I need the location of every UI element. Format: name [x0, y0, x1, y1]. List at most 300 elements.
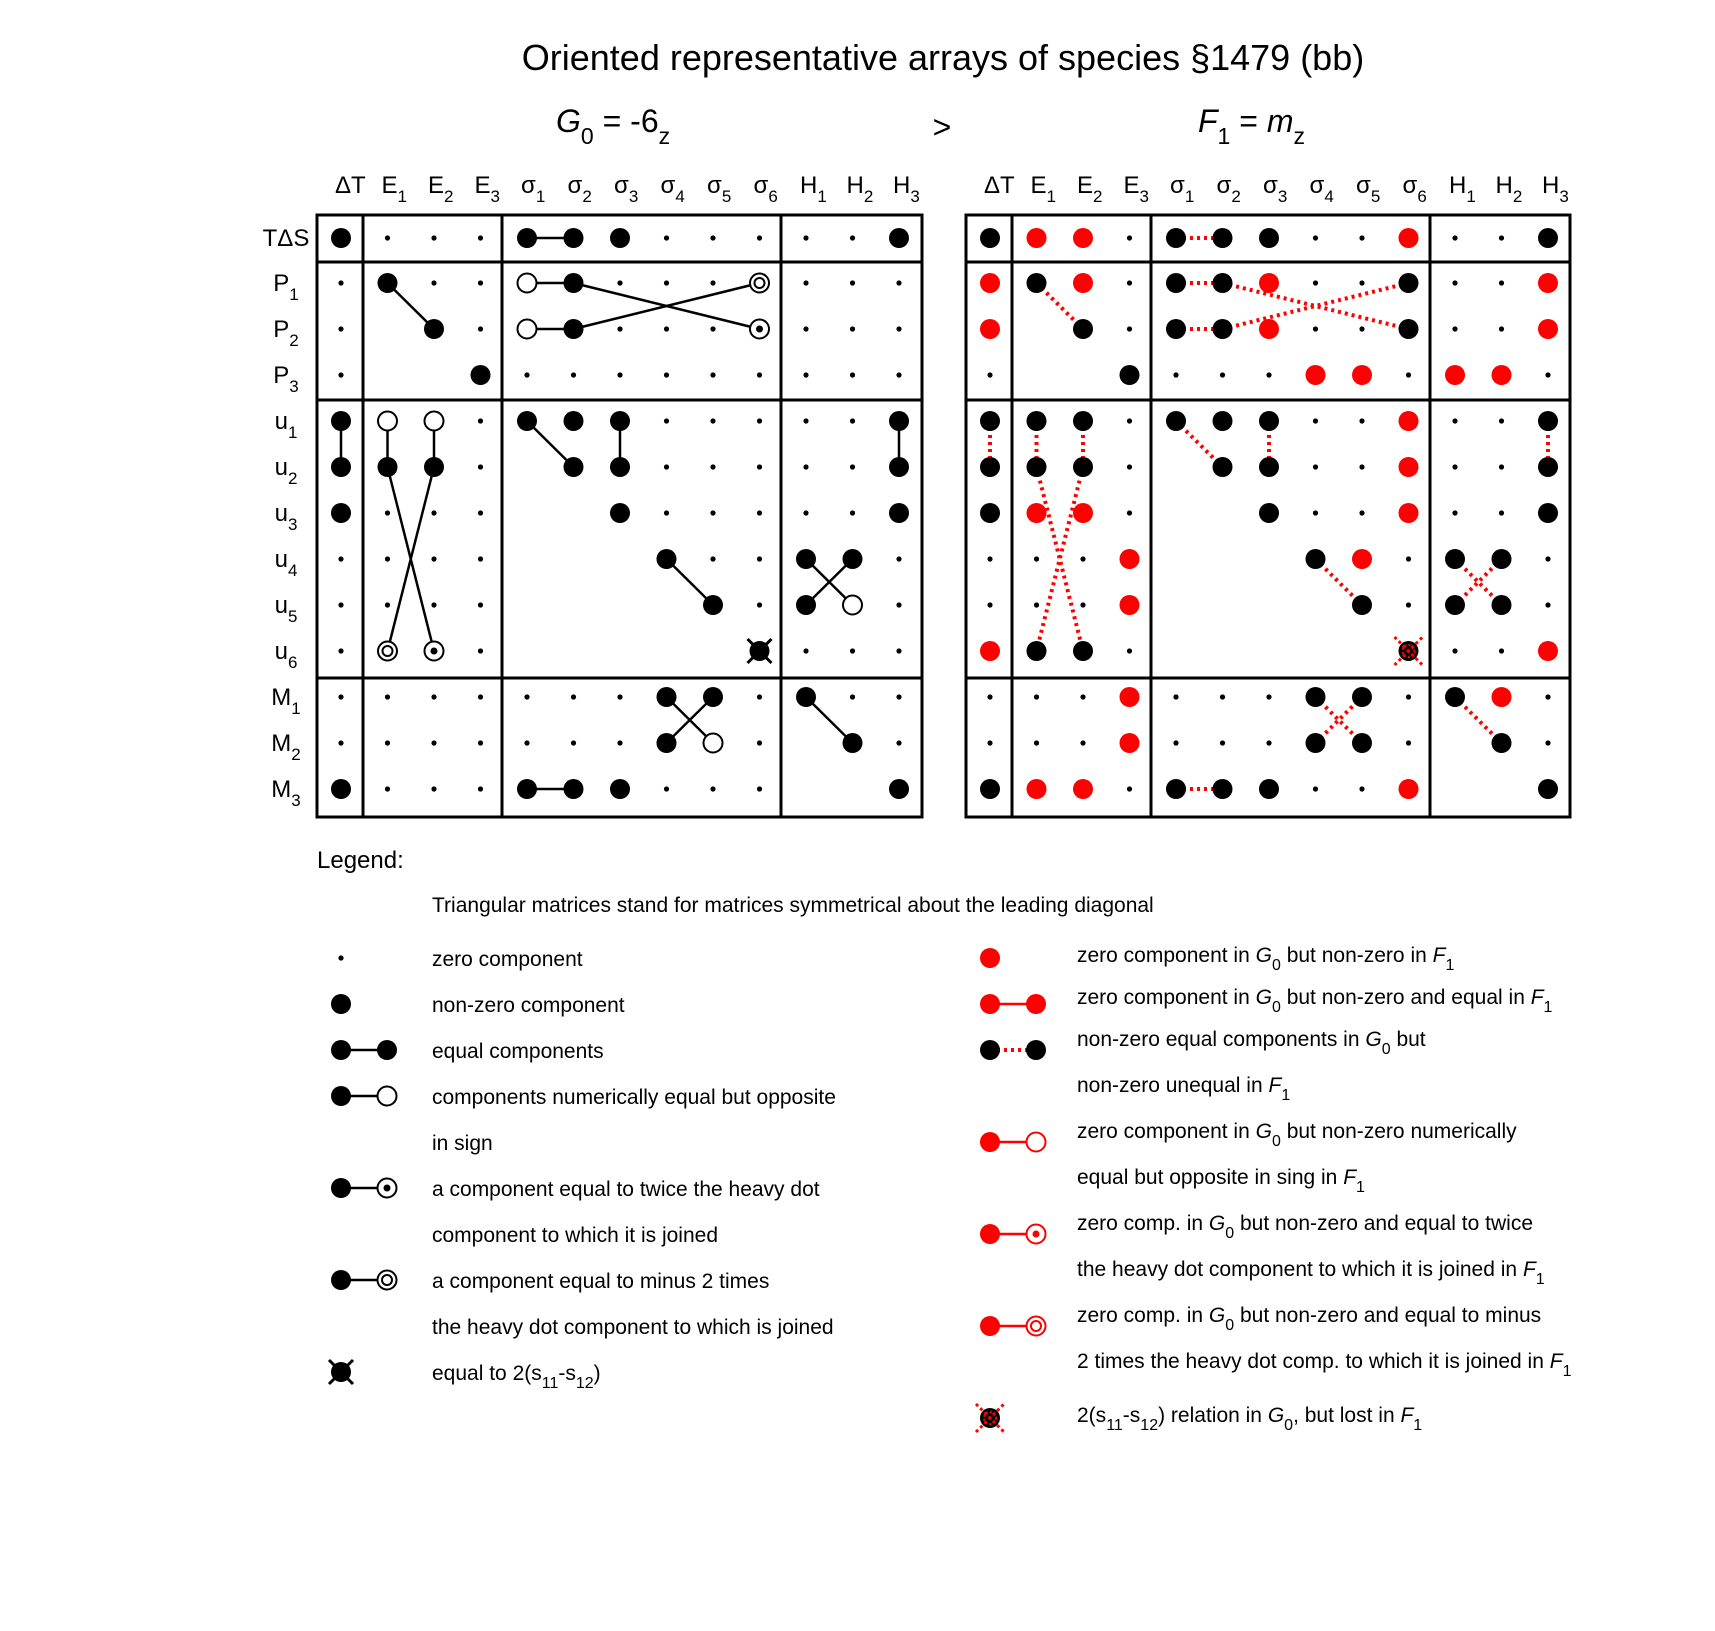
zero-dot: [757, 786, 762, 791]
zero-dot: [1313, 464, 1318, 469]
red-dot: [1492, 687, 1512, 707]
heavy-dot: [331, 1040, 351, 1060]
heavy-dot: [889, 228, 909, 248]
red-dot: [1120, 733, 1140, 753]
row-label: [271, 776, 300, 810]
row-label: [271, 730, 300, 764]
left-array: [263, 172, 922, 817]
heavy-dot: [1259, 411, 1279, 431]
column-label: [847, 172, 874, 206]
column-label-main: E: [1030, 172, 1047, 199]
zero-dot: [478, 418, 483, 423]
heavy-dot: [331, 411, 351, 431]
red-dot: [1026, 994, 1046, 1014]
legend-text-part: 1: [1281, 1087, 1291, 1104]
heavy-dot: [703, 687, 723, 707]
legend-text-part: zero comp. in: [1077, 1212, 1209, 1235]
zero-dot: [757, 418, 762, 423]
column-label-sub: 1: [397, 187, 407, 206]
legend-text-part: 1: [1413, 1417, 1423, 1434]
heavy-dot: [331, 1086, 351, 1106]
zero-dot: [664, 326, 669, 331]
zero-dot: [478, 786, 483, 791]
legend-text-part: but non-zero and equal in: [1280, 986, 1531, 1009]
column-label-main: H: [846, 172, 864, 199]
zero-dot: [664, 786, 669, 791]
red-dot: [1352, 549, 1372, 569]
legend-text-part: 2(s: [1077, 1404, 1107, 1427]
zero-dot: [896, 326, 901, 331]
legend-text: equal components: [432, 1040, 604, 1063]
legend-text-part: G: [1208, 1304, 1226, 1327]
zero-dot: [850, 418, 855, 423]
row-label-main: u: [274, 500, 288, 527]
zero-dot: [1452, 510, 1457, 515]
heavy-dot: [980, 1040, 1000, 1060]
row-label-sub: 2: [289, 331, 299, 350]
legend-text: non-zero component: [432, 994, 625, 1017]
column-label: [661, 172, 685, 206]
row-label: [275, 454, 298, 488]
zero-dot: [757, 602, 762, 607]
zero-dot: [338, 694, 343, 699]
heavy-dot: [564, 411, 584, 431]
zero-dot: [571, 740, 576, 745]
legend-text-part: F: [1522, 1258, 1536, 1281]
zero-dot: [1499, 418, 1504, 423]
zero-dot: [1359, 280, 1364, 285]
column-label-sub: 3: [1277, 187, 1288, 206]
zero-dot: [710, 418, 715, 423]
zero-dot: [1080, 740, 1085, 745]
zero-dot: [1173, 372, 1178, 377]
heavy-dot: [610, 228, 630, 248]
zero-dot: [757, 235, 762, 240]
column-label: [754, 172, 778, 206]
legend-text-part: zero component in: [1077, 1120, 1256, 1143]
column-label-main: E: [474, 172, 491, 199]
row-label-sub: 2: [291, 745, 301, 764]
column-label-main: σ: [614, 172, 629, 199]
heavy-dot: [610, 779, 630, 799]
zero-dot: [987, 694, 992, 699]
heavy-dot: [1213, 319, 1233, 339]
zero-dot: [1173, 694, 1178, 699]
zero-dot: [1313, 326, 1318, 331]
zero-dot: [1313, 786, 1318, 791]
legend-text-part: 11: [541, 1375, 559, 1392]
zero-dot: [1034, 556, 1039, 561]
column-label-sub: 1: [535, 187, 546, 206]
zero-dot: [1406, 556, 1411, 561]
row-label-main: P: [273, 270, 290, 297]
column-label: [1310, 172, 1334, 206]
heavy-dot: [331, 994, 351, 1014]
zero-dot: [1545, 556, 1550, 561]
zero-dot: [1452, 235, 1457, 240]
legend-text-part: , but lost in: [1293, 1404, 1401, 1427]
heavy-dot: [1538, 779, 1558, 799]
red-dot: [1399, 411, 1419, 431]
heavy-dot: [889, 779, 909, 799]
row-label: [271, 684, 300, 718]
column-label: [984, 172, 1015, 199]
column-label: [707, 172, 731, 206]
heavy-dot: [1538, 457, 1558, 477]
open-dot: [518, 320, 537, 339]
column-label: [335, 172, 366, 199]
heavy-dot: [1213, 411, 1233, 431]
column-label: [1449, 172, 1476, 206]
zero-dot: [710, 372, 715, 377]
heavy-dot: [657, 687, 677, 707]
heavy-dot: [980, 503, 1000, 523]
zero-dot: [757, 372, 762, 377]
open-dot: [704, 734, 723, 753]
legend-text-part: F: [1268, 1074, 1282, 1097]
zero-dot: [664, 280, 669, 285]
legend-text-part: 1: [1356, 1179, 1365, 1196]
legend-text: zero component: [432, 948, 583, 971]
column-label-main: H: [800, 172, 818, 199]
legend-text-part: 0: [1381, 1041, 1391, 1058]
zero-dot: [1266, 694, 1271, 699]
legend-text-part: ) relation in: [1158, 1404, 1268, 1427]
zero-dot: [338, 326, 343, 331]
column-label: [1496, 172, 1523, 206]
heavy-dot: [1259, 228, 1279, 248]
heavy-dot: [1306, 687, 1326, 707]
column-label-main: H: [1542, 172, 1560, 199]
zero-dot: [987, 740, 992, 745]
zero-dot: [757, 556, 762, 561]
row-label-sub: 1: [291, 699, 301, 718]
red-dot: [980, 1224, 1000, 1244]
row-label-main: M: [271, 684, 292, 711]
zero-dot: [1406, 602, 1411, 607]
row-label-main: u: [274, 638, 288, 665]
heavy-dot: [378, 273, 398, 293]
zero-dot: [478, 280, 483, 285]
heavy-dot: [564, 319, 584, 339]
column-label-sub: 2: [1093, 187, 1103, 206]
heavy-dot: [1166, 228, 1186, 248]
red-dot: [980, 319, 1000, 339]
red-dot: [980, 948, 1000, 968]
heavy-dot: [1213, 228, 1233, 248]
heavy-dot: [657, 549, 677, 569]
heavy-dot: [331, 457, 351, 477]
twice-dot-core: [431, 648, 438, 655]
column-label-sub: 1: [817, 187, 827, 206]
heavy-dot: [1352, 595, 1372, 615]
legend-text: component to which it is joined: [432, 1224, 718, 1247]
zero-dot: [664, 464, 669, 469]
zero-dot: [1220, 372, 1225, 377]
heavy-dot: [1399, 319, 1419, 339]
legend-text-part: equal but opposite in sing in: [1077, 1166, 1344, 1189]
zero-dot: [385, 510, 390, 515]
row-label-main: M: [271, 776, 292, 803]
zero-dot: [478, 235, 483, 240]
row-label-main: u: [274, 592, 288, 619]
legend-text-part: 1: [1445, 957, 1455, 974]
legend-heading: Legend:: [317, 847, 404, 874]
heavy-dot: [610, 457, 630, 477]
row-label-sub: 1: [287, 423, 298, 442]
legend-text-part: but non-zero and equal to twice: [1234, 1212, 1534, 1235]
column-label-sub: 1: [1184, 187, 1195, 206]
right-array-label: $F_1 = m_z$: [1198, 103, 1305, 149]
heavy-dot: [564, 457, 584, 477]
zero-dot: [987, 602, 992, 607]
heavy-dot: [1073, 411, 1093, 431]
heavy-dot: [843, 549, 863, 569]
twice-dot-core: [756, 326, 763, 333]
zero-dot: [850, 326, 855, 331]
row-label-main: u: [274, 408, 288, 435]
legend-text-part: 1: [1535, 1271, 1545, 1288]
twice-dot-core: [384, 1185, 391, 1192]
row-label-sub: 4: [287, 561, 298, 580]
column-label-main: σ: [567, 172, 583, 199]
red-dot: [1027, 503, 1047, 523]
legend-text-part: but non-zero and equal to minus: [1234, 1304, 1542, 1327]
row-label: [263, 225, 310, 252]
zero-dot: [478, 648, 483, 653]
column-label-sub: 2: [1512, 187, 1523, 206]
zero-dot: [1127, 235, 1132, 240]
heavy-dot: [1073, 641, 1093, 661]
column-label: [1124, 172, 1149, 206]
legend-text-part: 0: [1284, 1417, 1294, 1434]
zero-dot: [1499, 326, 1504, 331]
zero-dot: [803, 648, 808, 653]
zero-dot: [1034, 602, 1039, 607]
row-label: [275, 500, 298, 534]
heavy-dot: [889, 411, 909, 431]
zero-dot: [1313, 280, 1318, 285]
legend-text-part: F: [1400, 1404, 1414, 1427]
legend-intro: Triangular matrices stand for matrices symmetrical about the leading diagonal: [432, 894, 1154, 917]
zero-dot: [478, 556, 483, 561]
legend-text: [1077, 1304, 1541, 1334]
heavy-dot: [1166, 319, 1186, 339]
column-label: [1356, 172, 1380, 206]
zero-dot: [1173, 740, 1178, 745]
zero-dot: [385, 556, 390, 561]
row-label: [275, 638, 298, 672]
red-minus-two-dot-inner: [1031, 1321, 1041, 1331]
heavy-dot: [1027, 273, 1047, 293]
zero-dot: [803, 418, 808, 423]
column-label: [800, 172, 827, 206]
heavy-dot: [1306, 549, 1326, 569]
column-label-main: ΔT: [984, 172, 1015, 199]
legend-text: components numerically equal but opposite: [432, 1086, 836, 1109]
zero-dot: [478, 694, 483, 699]
zero-dot: [850, 648, 855, 653]
zero-dot: [710, 280, 715, 285]
zero-dot: [1313, 418, 1318, 423]
zero-dot: [710, 556, 715, 561]
zero-dot: [710, 326, 715, 331]
heavy-dot: [1166, 273, 1186, 293]
legend-text-part: 2 times the heavy dot comp. to which it is joined in: [1077, 1350, 1550, 1373]
zero-dot: [338, 372, 343, 377]
zero-dot: [1499, 280, 1504, 285]
red-dot: [1259, 319, 1279, 339]
red-dot: [1120, 595, 1140, 615]
zero-dot: [1406, 694, 1411, 699]
legend-text-part: but non-zero numerically: [1280, 1120, 1517, 1143]
heavy-dot: [980, 228, 1000, 248]
legend-text-part: 1: [1562, 1363, 1572, 1380]
red-dot: [1399, 779, 1419, 799]
zero-dot: [757, 694, 762, 699]
zero-dot: [803, 280, 808, 285]
heavy-dot: [1213, 457, 1233, 477]
zero-dot: [1499, 464, 1504, 469]
red-dot: [1492, 365, 1512, 385]
red-dot: [980, 641, 1000, 661]
zero-dot: [385, 235, 390, 240]
zero-dot: [1499, 235, 1504, 240]
heavy-dot: [517, 779, 537, 799]
zero-dot: [1313, 235, 1318, 240]
zero-dot: [896, 372, 901, 377]
heavy-dot: [1538, 228, 1558, 248]
zero-dot: [431, 694, 436, 699]
column-label-main: σ: [1356, 172, 1371, 199]
red-dot: [1027, 228, 1047, 248]
zero-dot: [617, 372, 622, 377]
legend-text-part: G: [1208, 1212, 1226, 1235]
row-label-sub: 2: [287, 469, 298, 488]
legend-text: [1077, 944, 1454, 974]
zero-dot: [1266, 740, 1271, 745]
column-label-main: E: [1077, 172, 1094, 199]
heavy-dot: [610, 503, 630, 523]
zero-dot: [478, 510, 483, 515]
legend-text: the heavy dot component to which is joined: [432, 1316, 834, 1339]
heavy-dot: [796, 687, 816, 707]
row-label: [273, 270, 298, 304]
zero-dot: [338, 648, 343, 653]
row-label-main: P: [273, 316, 290, 343]
column-label-sub: 4: [1324, 187, 1334, 206]
legend-text-part: but: [1390, 1028, 1426, 1051]
legend-text-part: 0: [1225, 1225, 1235, 1242]
heavy-dot: [1259, 503, 1279, 523]
zero-dot: [617, 740, 622, 745]
zero-dot: [524, 740, 529, 745]
heavy-dot: [889, 503, 909, 523]
column-label: [1217, 172, 1241, 206]
legend-text-part: 0: [1271, 999, 1281, 1016]
heavy-dot: [331, 503, 351, 523]
heavy-dot: [796, 549, 816, 569]
red-dot: [1306, 365, 1326, 385]
row-label-main: u: [274, 546, 288, 573]
column-label-main: σ: [707, 172, 722, 199]
zero-dot: [1080, 602, 1085, 607]
column-label-sub: 5: [1370, 187, 1381, 206]
row-label-sub: 3: [289, 377, 299, 396]
zero-dot: [850, 235, 855, 240]
column-label-sub: 3: [628, 187, 639, 206]
legend-text: [1077, 1166, 1365, 1196]
row-label: [275, 592, 298, 626]
zero-dot: [617, 694, 622, 699]
zero-dot: [1359, 464, 1364, 469]
zero-dot: [1452, 280, 1457, 285]
zero-dot: [803, 326, 808, 331]
zero-dot: [617, 280, 622, 285]
legend-text-part: ): [593, 1362, 601, 1385]
row-label-main: P: [273, 362, 290, 389]
red-dot: [1027, 779, 1047, 799]
heavy-dot: [1073, 319, 1093, 339]
column-label-sub: 1: [1046, 187, 1056, 206]
heavy-dot: [843, 733, 863, 753]
zero-dot: [1545, 694, 1550, 699]
red-dot: [1538, 273, 1558, 293]
zero-dot: [1127, 464, 1132, 469]
zero-dot: [385, 602, 390, 607]
column-label-main: σ: [521, 172, 536, 199]
zero-dot: [803, 235, 808, 240]
zero-dot: [338, 556, 343, 561]
zero-dot: [664, 510, 669, 515]
legend-text-part: G: [1267, 1404, 1285, 1427]
column-label-sub: 4: [675, 187, 685, 206]
column-label: [893, 172, 920, 206]
heavy-dot: [1259, 779, 1279, 799]
red-dot: [1073, 273, 1093, 293]
column-label-sub: 3: [490, 187, 500, 206]
right-array: [966, 172, 1570, 817]
red-dot: [1120, 687, 1140, 707]
column-label: [428, 172, 453, 206]
zero-dot: [1545, 372, 1550, 377]
zero-dot: [478, 740, 483, 745]
column-label-main: σ: [1309, 172, 1325, 199]
zero-dot: [987, 372, 992, 377]
legend-text-part: but non-zero in: [1280, 944, 1433, 967]
legend-text-part: 0: [1271, 1133, 1281, 1150]
zero-dot: [850, 464, 855, 469]
row-label: [273, 362, 298, 396]
column-label-sub: 6: [1417, 187, 1427, 206]
legend-text-part: 11: [1106, 1417, 1123, 1434]
open-dot: [518, 274, 537, 293]
zero-dot: [431, 235, 436, 240]
heavy-dot: [1166, 411, 1186, 431]
red-open-dot: [1027, 1133, 1046, 1152]
legend-text-part: F: [1530, 986, 1544, 1009]
zero-dot: [1127, 648, 1132, 653]
zero-dot: [850, 280, 855, 285]
heavy-dot: [1027, 411, 1047, 431]
column-label-sub: 2: [863, 187, 874, 206]
zero-dot: [385, 740, 390, 745]
zero-dot: [571, 694, 576, 699]
zero-dot: [896, 602, 901, 607]
heavy-dot: [564, 779, 584, 799]
zero-dot: [338, 740, 343, 745]
heavy-dot: [377, 1040, 397, 1060]
